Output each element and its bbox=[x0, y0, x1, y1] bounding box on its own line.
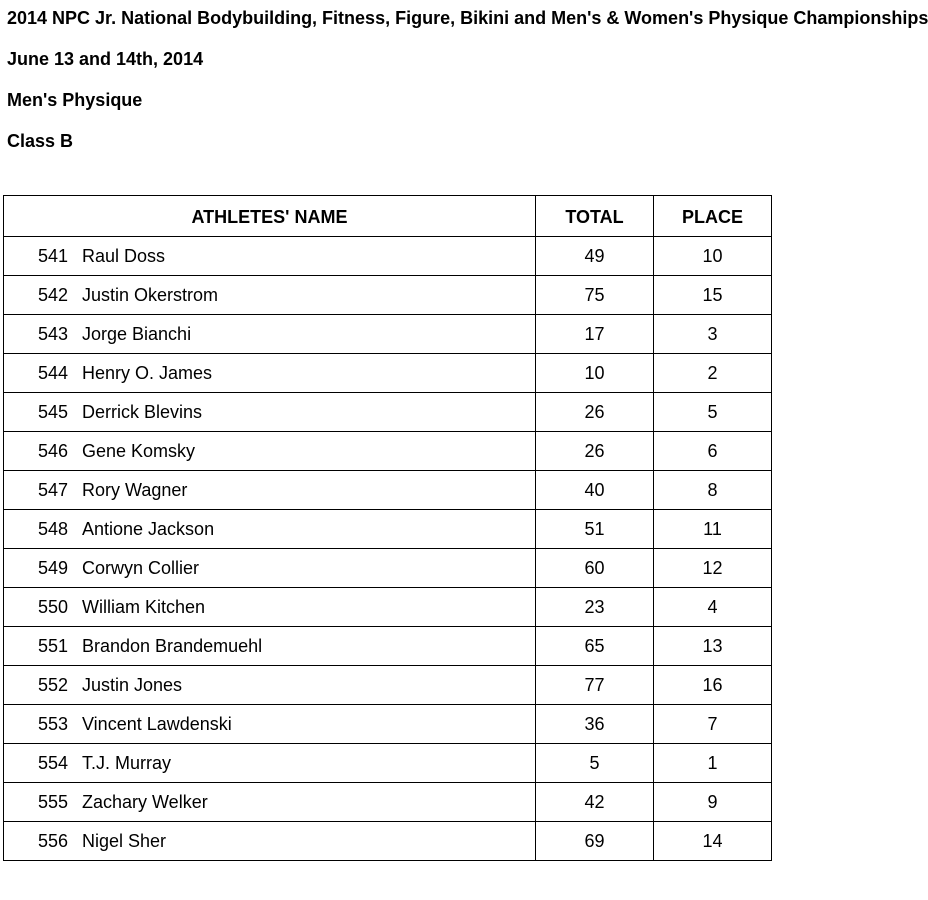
athlete-name: Corwyn Collier bbox=[82, 557, 200, 578]
athlete-cell bbox=[4, 315, 536, 354]
table-row bbox=[4, 276, 772, 315]
total-score: 51 bbox=[536, 510, 654, 549]
place-value: 9 bbox=[654, 783, 772, 822]
athlete-name: Nigel Sher bbox=[82, 830, 167, 851]
place-value: 1 bbox=[654, 744, 772, 783]
total-score: 69 bbox=[536, 822, 654, 861]
place-value: 16 bbox=[654, 666, 772, 705]
athlete-number: 555 bbox=[38, 791, 69, 812]
place-value: 5 bbox=[654, 393, 772, 432]
athlete-cell bbox=[4, 549, 536, 588]
athlete-name: Vincent Lawdenski bbox=[82, 713, 232, 734]
athlete-cell bbox=[4, 471, 536, 510]
column-header-name: ATHLETES' NAME bbox=[4, 196, 536, 237]
athlete-number: 541 bbox=[38, 245, 69, 266]
athlete-number: 548 bbox=[38, 518, 69, 539]
athlete-cell bbox=[4, 783, 536, 822]
results-table bbox=[3, 195, 772, 861]
class-title: Class B bbox=[7, 131, 74, 151]
athlete-cell bbox=[4, 822, 536, 861]
athlete-cell bbox=[4, 627, 536, 666]
place-value: 13 bbox=[654, 627, 772, 666]
total-score: 26 bbox=[536, 432, 654, 471]
table-row bbox=[4, 432, 772, 471]
athlete-name: Jorge Bianchi bbox=[82, 323, 192, 344]
total-score: 65 bbox=[536, 627, 654, 666]
athlete-name: Gene Komsky bbox=[82, 440, 196, 461]
place-value: 10 bbox=[654, 237, 772, 276]
athlete-cell bbox=[4, 237, 536, 276]
total-score: 26 bbox=[536, 393, 654, 432]
total-score: 75 bbox=[536, 276, 654, 315]
athlete-number: 552 bbox=[38, 674, 69, 695]
table-row bbox=[4, 822, 772, 861]
table-row bbox=[4, 237, 772, 276]
column-header-total: TOTAL bbox=[536, 196, 654, 237]
table-row bbox=[4, 783, 772, 822]
athlete-name: William Kitchen bbox=[82, 596, 206, 617]
total-score: 60 bbox=[536, 549, 654, 588]
athlete-name: Justin Jones bbox=[82, 674, 183, 695]
results-body bbox=[4, 237, 772, 861]
table-row bbox=[4, 354, 772, 393]
table-row bbox=[4, 315, 772, 354]
athlete-number: 542 bbox=[38, 284, 69, 305]
page-title: 2014 NPC Jr. National Bodybuilding, Fitness, Figure, Bikini and Men's & Women's Physique Championships bbox=[7, 8, 928, 28]
table-row bbox=[4, 666, 772, 705]
athlete-number: 544 bbox=[38, 362, 69, 383]
athlete-cell bbox=[4, 510, 536, 549]
athlete-number: 553 bbox=[38, 713, 69, 734]
total-score: 36 bbox=[536, 705, 654, 744]
table-row bbox=[4, 705, 772, 744]
place-value: 7 bbox=[654, 705, 772, 744]
total-score: 77 bbox=[536, 666, 654, 705]
place-value: 4 bbox=[654, 588, 772, 627]
place-value: 2 bbox=[654, 354, 772, 393]
place-value: 6 bbox=[654, 432, 772, 471]
table-row bbox=[4, 588, 772, 627]
athlete-name: T.J. Murray bbox=[82, 752, 172, 773]
athlete-number: 545 bbox=[38, 401, 69, 422]
total-score: 40 bbox=[536, 471, 654, 510]
athlete-name: Raul Doss bbox=[82, 245, 166, 266]
athlete-cell bbox=[4, 393, 536, 432]
table-header-row bbox=[4, 196, 772, 237]
division-title: Men's Physique bbox=[7, 90, 143, 110]
total-score: 23 bbox=[536, 588, 654, 627]
athlete-name: Rory Wagner bbox=[82, 479, 188, 500]
total-score: 10 bbox=[536, 354, 654, 393]
total-score: 42 bbox=[536, 783, 654, 822]
athlete-number: 549 bbox=[38, 557, 69, 578]
table-row bbox=[4, 744, 772, 783]
table-row bbox=[4, 627, 772, 666]
athlete-name: Derrick Blevins bbox=[82, 401, 203, 422]
athlete-cell bbox=[4, 276, 536, 315]
total-score: 17 bbox=[536, 315, 654, 354]
place-value: 15 bbox=[654, 276, 772, 315]
athlete-name: Zachary Welker bbox=[82, 791, 208, 812]
athlete-cell bbox=[4, 705, 536, 744]
athlete-number: 543 bbox=[38, 323, 69, 344]
place-value: 12 bbox=[654, 549, 772, 588]
table-row bbox=[4, 510, 772, 549]
athlete-cell bbox=[4, 588, 536, 627]
total-score: 5 bbox=[536, 744, 654, 783]
athlete-number: 551 bbox=[38, 635, 69, 656]
total-score: 49 bbox=[536, 237, 654, 276]
place-value: 14 bbox=[654, 822, 772, 861]
athlete-name: Henry O. James bbox=[82, 362, 213, 383]
athlete-number: 556 bbox=[38, 830, 69, 851]
athlete-name: Justin Okerstrom bbox=[82, 284, 219, 305]
athlete-name: Brandon Brandemuehl bbox=[82, 635, 263, 656]
column-header-place: PLACE bbox=[654, 196, 772, 237]
athlete-cell bbox=[4, 666, 536, 705]
athlete-number: 547 bbox=[38, 479, 69, 500]
place-value: 8 bbox=[654, 471, 772, 510]
place-value: 3 bbox=[654, 315, 772, 354]
place-value: 11 bbox=[654, 510, 772, 549]
athlete-number: 554 bbox=[38, 752, 69, 773]
athlete-number: 546 bbox=[38, 440, 69, 461]
athlete-cell bbox=[4, 432, 536, 471]
event-date: June 13 and 14th, 2014 bbox=[7, 49, 204, 69]
athlete-cell bbox=[4, 744, 536, 783]
athlete-cell bbox=[4, 354, 536, 393]
athlete-name: Antione Jackson bbox=[82, 518, 215, 539]
athlete-number: 550 bbox=[38, 596, 69, 617]
table-row bbox=[4, 393, 772, 432]
table-row bbox=[4, 549, 772, 588]
table-row bbox=[4, 471, 772, 510]
